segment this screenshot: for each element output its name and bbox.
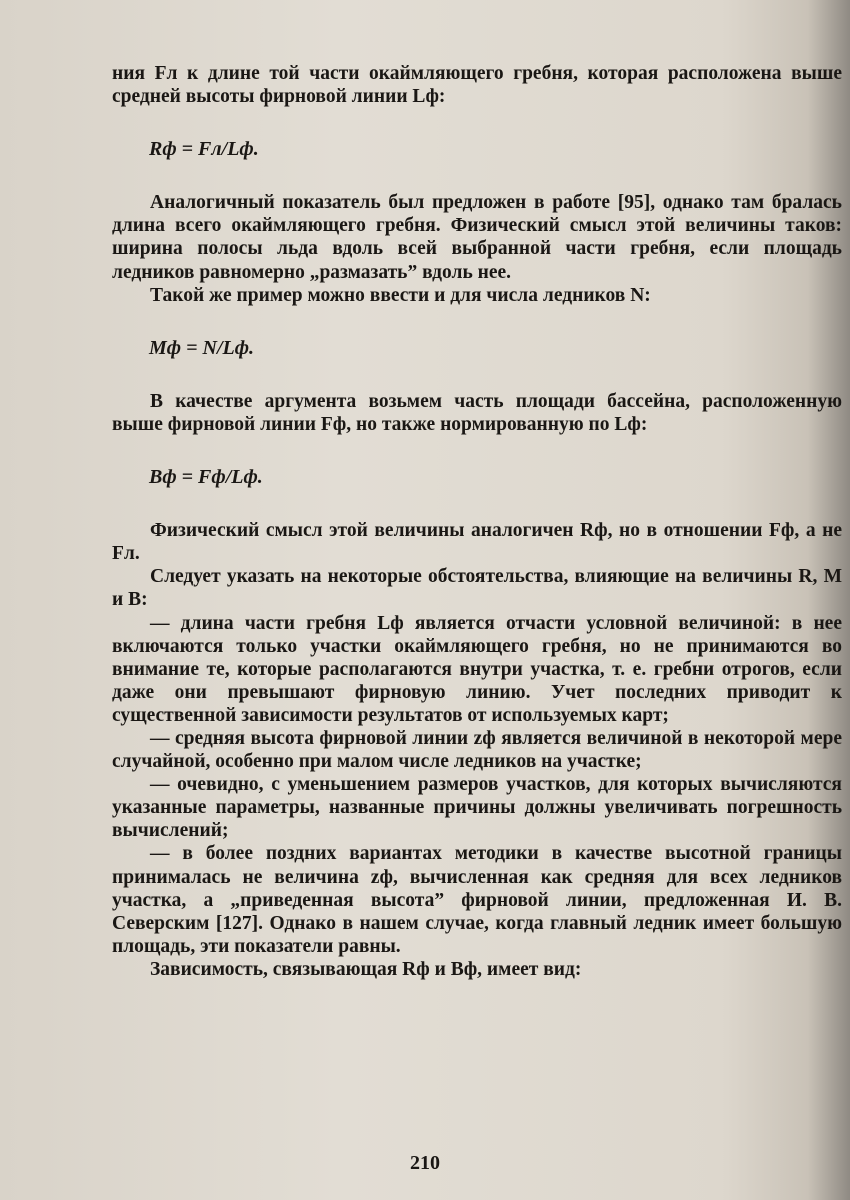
paragraph-glacier-count: Такой же пример можно ввести и для числа ледников N: — [150, 284, 651, 306]
formula-r: Rф = Fл/Lф. — [149, 138, 259, 161]
paragraph-physical-meaning: Физический смысл этой величины аналогичен Rф, но в отношении Fф, а не Fл. — [112, 520, 842, 565]
list-item-ridge-length: — длина части гребня Lф является отчасти условной величиной: в нее включаются только участки окаймляющего гребня, но не принимаются во внимание те, которые располагаются внутри участка, т. е. гребни отрогов, если даже они превышают фирновую линию. Учет последних приводит к существенной зависимости результатов от используемых карт; — [112, 612, 842, 726]
list-item-area-size: — очевидно, с уменьшением размеров участков, для которых вычисляются указанные параметры, названные причины должны увеличивать погрешность вычислений; — [112, 774, 842, 842]
page-text — [112, 62, 842, 981]
list-item-later-methods: — в более поздних вариантах методики в качестве высотной границы принималась не величина zф, вычисленная как средняя для всех ледников участка, а „приведенная высота” фирновой линии, предложенная И. В. Северским [127]. Однако в нашем случае, когда главный ледник имеет большую площадь, эти показатели равны. — [112, 843, 842, 957]
paragraph-circumstances: Следует указать на некоторые обстоятельства, влияющие на величины R, M и B: — [112, 566, 842, 611]
paragraph-argument: В качестве аргумента возьмем часть площади бассейна, расположенную выше фирновой линии Fф, но также нормированную по Lф: — [112, 390, 842, 435]
page-number: 210 — [410, 1152, 440, 1174]
list-item-firn-height: — средняя высота фирновой линии zф является величиной в некоторой мере случайной, особенно при малом числе ледников на участке; — [112, 727, 842, 773]
formula-m: Mф = N/Lф. — [149, 336, 255, 359]
paragraph-dependence: Зависимость, связывающая Rф и Bф, имеет вид: — [150, 958, 582, 980]
paragraph-continuation: ния Fл к длине той части окаймляющего гребня, которая расположена выше средней высоты фирновой линии Lф: — [112, 63, 842, 108]
paragraph-analog: Аналогичный показатель был предложен в работе [95], однако там бралась длина всего окаймляющего гребня. Физический смысл этой величины таков: ширина полосы льда вдоль всей выбранной части гребня, если площадь ледников равномерно „размазать” вдоль нее. — [112, 192, 842, 283]
formula-b: Bф = Fф/Lф. — [149, 466, 263, 489]
